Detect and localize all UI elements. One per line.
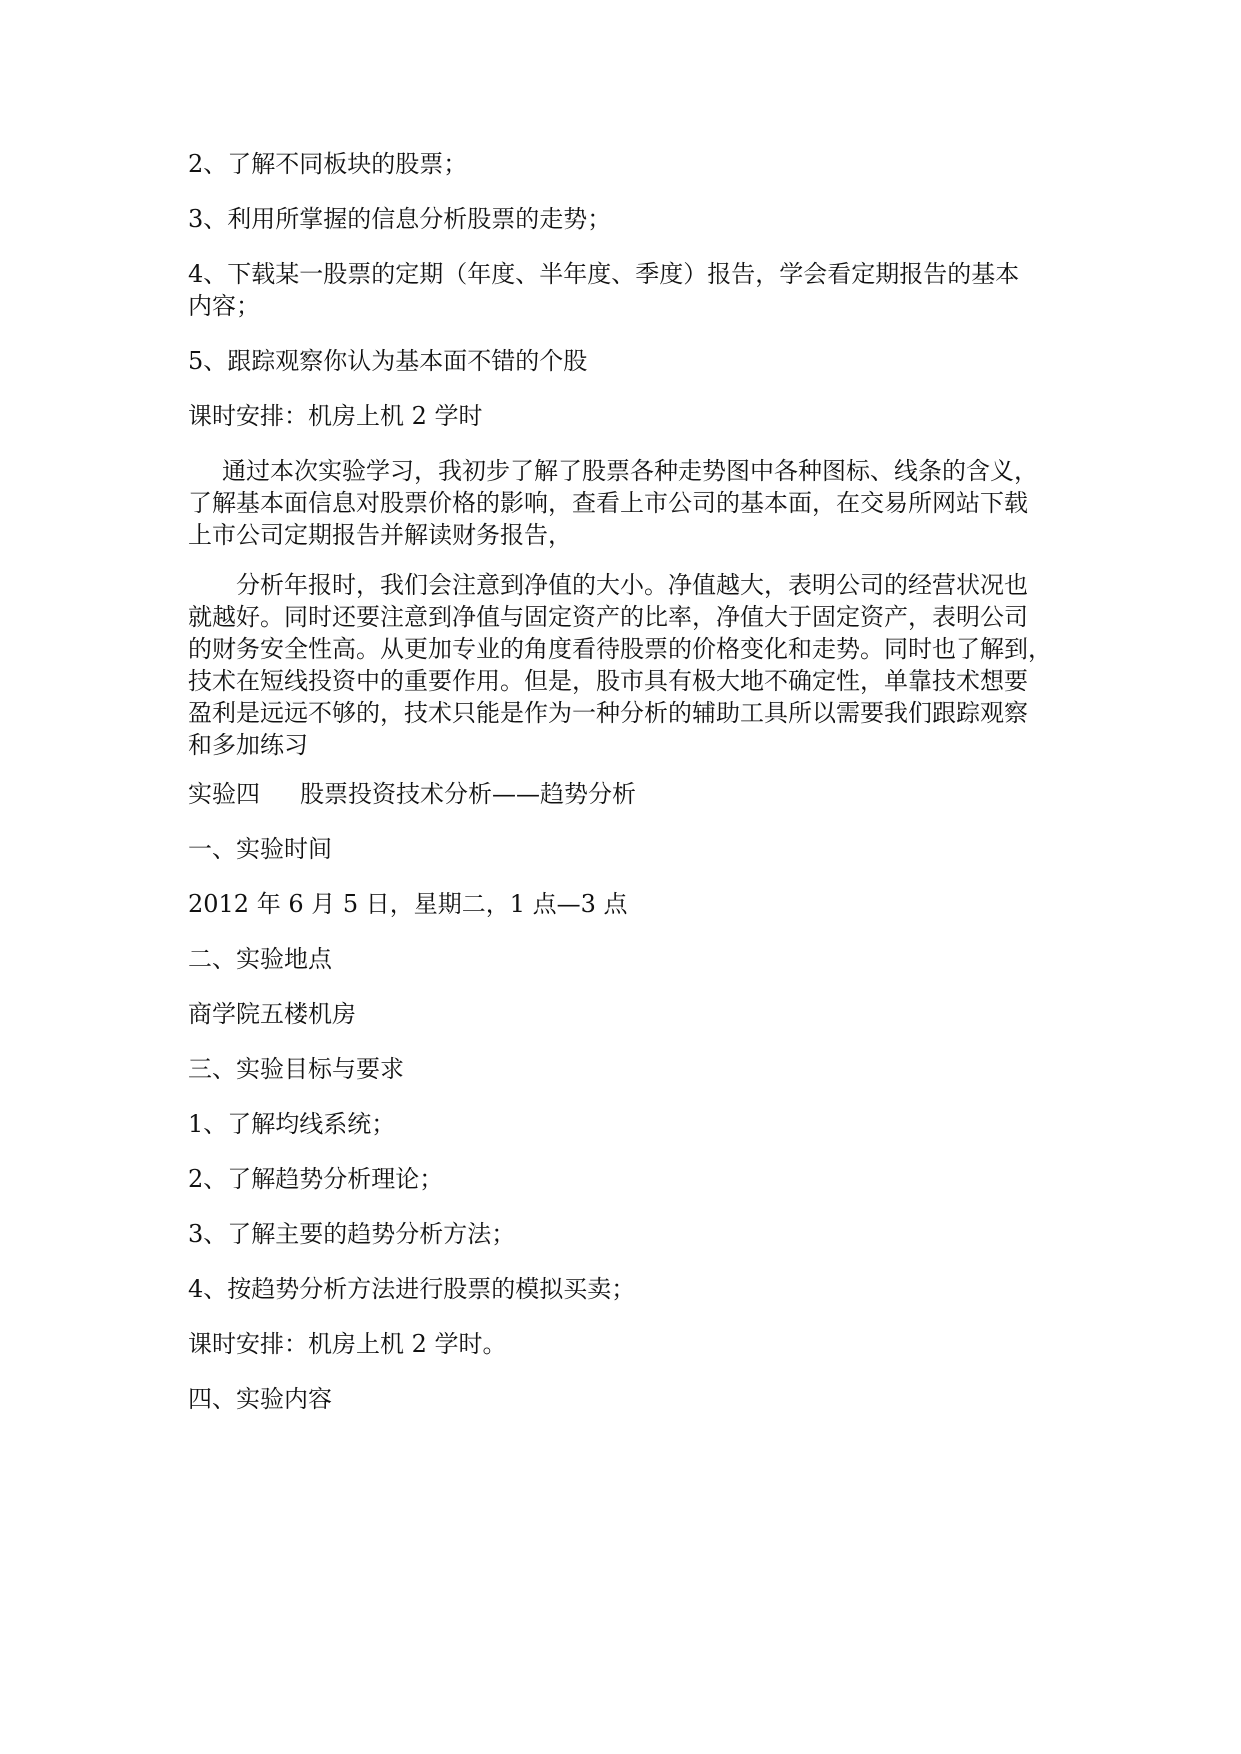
text-line: 技术在短线投资中的重要作用。但是，股市具有极大地不确定性，单靠技术想要 xyxy=(188,667,1028,695)
text-line: 内容； xyxy=(188,292,260,320)
experiment-heading xyxy=(188,778,1058,810)
text-line: 通过本次实验学习，我初步了解了股票各种走势图中各种图标、线条的含义， xyxy=(222,457,1038,485)
text-line: 的财务安全性高。从更加专业的角度看待股票的价格变化和走势。同时也了解到， xyxy=(188,635,1052,663)
list-item: 5、跟踪观察你认为基本面不错的个股 xyxy=(188,347,588,375)
section-heading: 三、实验目标与要求 xyxy=(188,1055,404,1083)
schedule-text: 课时安排：机房上机 2 学时 xyxy=(188,402,483,430)
experiment-number: 实验四 xyxy=(188,780,260,808)
list-item: 2、了解不同板块的股票； xyxy=(188,150,468,178)
experiment-title: 股票投资技术分析——趋势分析 xyxy=(300,780,636,808)
list-item: 3、利用所掌握的信息分析股票的走势； xyxy=(188,205,612,233)
text-line: 和多加练习 xyxy=(188,731,308,759)
summary-paragraph xyxy=(188,455,1058,551)
section-heading: 一、实验时间 xyxy=(188,835,332,863)
text-line: 了解基本面信息对股票价格的影响，查看上市公司的基本面，在交易所网站下载 xyxy=(188,489,1028,517)
text-line: 上市公司定期报告并解读财务报告， xyxy=(188,521,572,549)
section-heading: 二、实验地点 xyxy=(188,945,332,973)
list-item: 2、了解趋势分析理论； xyxy=(188,1165,444,1193)
list-item xyxy=(188,258,1058,322)
text-line: 分析年报时，我们会注意到净值的大小。净值越大，表明公司的经营状况也 xyxy=(236,571,1028,599)
list-item: 1、了解均线系统； xyxy=(188,1110,396,1138)
list-item: 3、了解主要的趋势分析方法； xyxy=(188,1220,516,1248)
text-line: 就越好。同时还要注意到净值与固定资产的比率，净值大于固定资产，表明公司 xyxy=(188,603,1028,631)
analysis-paragraph xyxy=(188,569,1058,761)
text-line: 4、下载某一股票的定期（年度、半年度、季度）报告，学会看定期报告的基本 xyxy=(188,260,1020,288)
schedule-text: 课时安排：机房上机 2 学时。 xyxy=(188,1330,507,1358)
section-value: 2012 年 6 月 5 日，星期二，1 点—3 点 xyxy=(188,890,628,918)
list-item: 4、按趋势分析方法进行股票的模拟买卖； xyxy=(188,1275,636,1303)
section-value: 商学院五楼机房 xyxy=(188,1000,356,1028)
text-line: 盈利是远远不够的，技术只能是作为一种分析的辅助工具所以需要我们跟踪观察 xyxy=(188,699,1028,727)
section-heading: 四、实验内容 xyxy=(188,1385,332,1413)
